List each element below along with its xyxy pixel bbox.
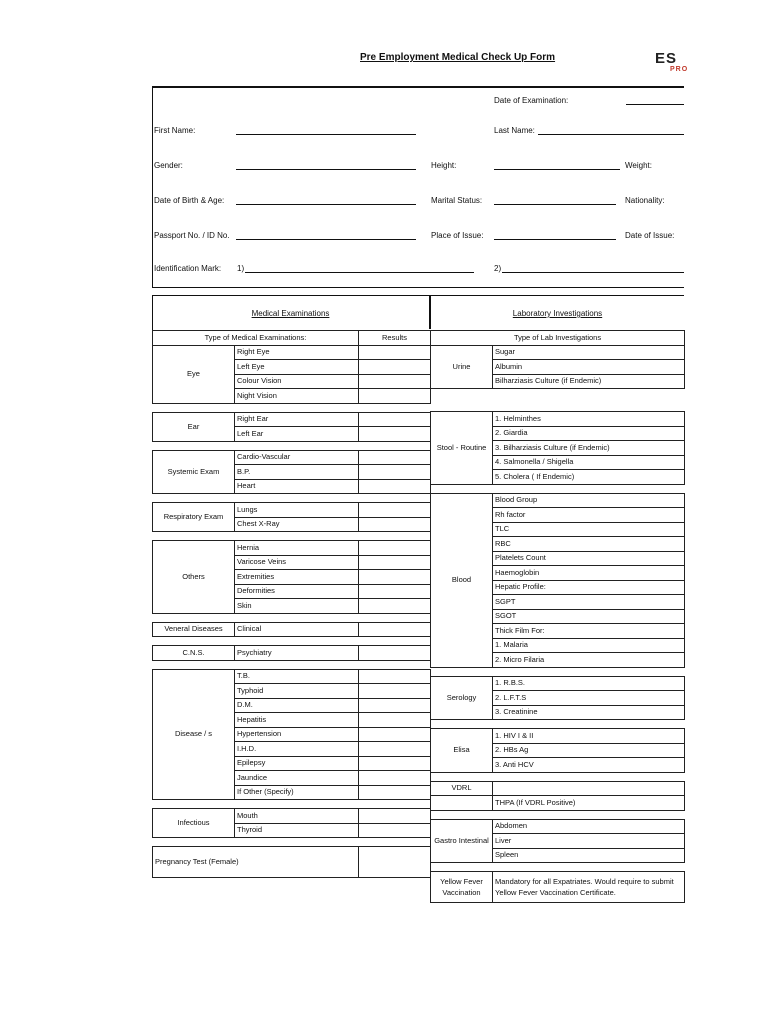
yellow-fever-note: Mandatory for all Expatriates. Would require to submit Yellow Fever Vaccination Certificate.	[493, 872, 685, 903]
table-spacer	[431, 772, 685, 781]
exam-item: D.M.	[235, 698, 359, 713]
lab-item: 2. HBs Ag	[493, 743, 685, 758]
table-spacer	[153, 613, 431, 622]
table-spacer	[431, 667, 685, 676]
table-spacer	[153, 800, 431, 809]
exam-item: Cardio-Vascular	[235, 450, 359, 465]
first-name-field[interactable]	[236, 134, 416, 135]
lab-item: 3. Anti HCV	[493, 758, 685, 773]
spacer-cell	[153, 660, 431, 669]
personal-divider	[152, 287, 684, 288]
table-spacer	[431, 720, 685, 729]
exam-item: If Other (Specify)	[235, 785, 359, 800]
table-row	[153, 450, 431, 465]
lab-item: 1. HIV I & II	[493, 729, 685, 744]
exam-item: Varicose Veins	[235, 555, 359, 570]
identification-mark-2-field[interactable]	[502, 272, 684, 273]
medical-exam-table	[152, 330, 431, 878]
yellow-fever-label: Yellow Fever Vaccination	[431, 872, 493, 903]
table-spacer	[431, 863, 685, 872]
lab-item: SGOT	[493, 609, 685, 624]
lab-item: 1. R.B.S.	[493, 676, 685, 691]
lab-item: Haemoglobin	[493, 566, 685, 581]
date-of-exam-field[interactable]	[626, 104, 684, 105]
spacer-cell	[153, 403, 431, 412]
venereal-group-label: Veneral Diseases	[153, 622, 235, 637]
nationality-label: Nationality:	[625, 196, 665, 205]
lab-item: SGPT	[493, 595, 685, 610]
table-row	[431, 412, 685, 427]
lab-item: 3. Bilharziasis Culture (if Endemic)	[493, 441, 685, 456]
table-row	[431, 796, 685, 811]
lab-item-blank	[431, 796, 493, 811]
table-spacer	[153, 494, 431, 503]
exam-item: Epilepsy	[235, 756, 359, 771]
table-spacer	[431, 389, 685, 412]
first-name-label: First Name:	[154, 126, 196, 135]
table-spacer	[431, 484, 685, 493]
gender-field[interactable]	[236, 169, 416, 170]
exam-item: Deformities	[235, 584, 359, 599]
systemic-group-label: Systemic Exam	[153, 450, 235, 494]
last-name-field[interactable]	[538, 134, 684, 135]
spacer-cell	[153, 838, 431, 847]
exam-item: Skin	[235, 599, 359, 614]
table-row	[153, 646, 431, 661]
result-cell[interactable]	[359, 412, 431, 427]
result-cell[interactable]	[359, 427, 431, 442]
lab-item: Spleen	[493, 848, 685, 863]
passport-field[interactable]	[236, 239, 416, 240]
result-cell[interactable]	[359, 727, 431, 742]
exam-item: Thyroid	[235, 823, 359, 838]
table-row	[431, 872, 685, 903]
marital-status-label: Marital Status:	[431, 196, 483, 205]
exam-item: Mouth	[235, 809, 359, 824]
lab-item: Liver	[493, 834, 685, 849]
date-of-exam-label: Date of Examination:	[494, 96, 569, 105]
result-cell[interactable]	[359, 713, 431, 728]
lab-item[interactable]	[493, 781, 685, 796]
exam-item: Right Eye	[235, 345, 359, 360]
table-row	[153, 345, 431, 360]
exam-item: Hernia	[235, 541, 359, 556]
height-label: Height:	[431, 161, 457, 170]
lab-item: THPA (If VDRL Positive)	[493, 796, 685, 811]
table-row	[431, 819, 685, 834]
exam-item: Hypertension	[235, 727, 359, 742]
lab-item: TLC	[493, 522, 685, 537]
exam-top-border	[152, 295, 684, 296]
result-cell[interactable]	[359, 785, 431, 800]
lab-item: Platelets Count	[493, 551, 685, 566]
exam-item: Left Ear	[235, 427, 359, 442]
result-cell[interactable]	[359, 570, 431, 585]
exam-item: Colour Vision	[235, 374, 359, 389]
spacer-cell	[431, 720, 685, 729]
table-spacer	[153, 532, 431, 541]
stool-group-label: Stool - Routine	[431, 412, 493, 485]
identification-mark-1-label: 1)	[237, 264, 245, 273]
result-cell[interactable]	[359, 809, 431, 824]
exam-item: Jaundice	[235, 771, 359, 786]
blood-group-label: Blood	[431, 493, 493, 667]
result-cell[interactable]	[359, 465, 431, 480]
ear-group-label: Ear	[153, 412, 235, 441]
table-spacer	[431, 810, 685, 819]
result-cell[interactable]	[359, 503, 431, 518]
company-logo: ES	[655, 50, 678, 67]
table-spacer	[153, 403, 431, 412]
table-row	[153, 412, 431, 427]
identification-mark-1-field[interactable]	[245, 272, 474, 273]
lab-item: 5. Cholera ( If Endemic)	[493, 470, 685, 485]
height-field[interactable]	[494, 169, 620, 170]
lab-item: 4. Salmonella / Shigella	[493, 455, 685, 470]
exam-item: Left Eye	[235, 360, 359, 375]
weight-label: Weight:	[625, 161, 652, 170]
spacer-cell	[431, 772, 685, 781]
spacer-cell	[153, 800, 431, 809]
lab-item: Bilharziasis Culture (if Endemic)	[493, 374, 685, 389]
result-cell[interactable]	[359, 360, 431, 375]
table-row	[153, 622, 431, 637]
result-cell[interactable]	[359, 771, 431, 786]
lab-item: Thick Film For:	[493, 624, 685, 639]
spacer-cell	[153, 494, 431, 503]
spacer-cell	[431, 389, 685, 412]
medical-section-title: Medical Examinations	[251, 309, 330, 318]
exam-item: B.P.	[235, 465, 359, 480]
place-of-issue-label: Place of Issue:	[431, 231, 484, 240]
table-spacer	[153, 441, 431, 450]
result-cell[interactable]	[359, 684, 431, 699]
result-cell[interactable]	[359, 698, 431, 713]
table-row	[153, 331, 431, 346]
spacer-cell	[431, 484, 685, 493]
identification-mark-2-label: 2)	[494, 264, 502, 273]
table-row	[431, 493, 685, 508]
date-of-issue-label: Date of Issue:	[625, 231, 675, 240]
personal-top-border	[152, 86, 684, 88]
vdrl-group-label: VDRL	[431, 781, 493, 796]
result-cell[interactable]	[359, 584, 431, 599]
result-cell[interactable]	[359, 479, 431, 494]
result-cell[interactable]	[359, 555, 431, 570]
exam-item: Extremities	[235, 570, 359, 585]
exam-item: Lungs	[235, 503, 359, 518]
result-cell[interactable]	[359, 847, 431, 878]
place-of-issue-field[interactable]	[494, 239, 616, 240]
result-cell[interactable]	[359, 756, 431, 771]
result-cell[interactable]	[359, 823, 431, 838]
lab-item: 1. Helminthes	[493, 412, 685, 427]
spacer-cell	[431, 863, 685, 872]
lab-item: Albumin	[493, 360, 685, 375]
exam-item: Night Vision	[235, 389, 359, 404]
result-cell[interactable]	[359, 599, 431, 614]
disease-group-label: Disease / s	[153, 669, 235, 800]
lab-section-title: Laboratory Investigations	[512, 309, 603, 318]
spacer-cell	[431, 810, 685, 819]
identification-mark-label: Identification Mark:	[154, 264, 222, 273]
gender-label: Gender:	[154, 161, 183, 170]
table-row	[431, 676, 685, 691]
table-row	[431, 781, 685, 796]
table-row	[153, 541, 431, 556]
marital-status-field[interactable]	[494, 204, 616, 205]
result-cell[interactable]	[359, 622, 431, 637]
pregnancy-test-label: Pregnancy Test (Female)	[153, 847, 359, 878]
lab-item: Sugar	[493, 345, 685, 360]
others-group-label: Others	[153, 541, 235, 614]
spacer-cell	[153, 613, 431, 622]
eye-group-label: Eye	[153, 345, 235, 403]
table-row	[431, 729, 685, 744]
personal-left-border	[152, 86, 153, 288]
page-title: Pre Employment Medical Check Up Form	[360, 52, 556, 63]
lab-item: Blood Group	[493, 493, 685, 508]
lab-item: RBC	[493, 537, 685, 552]
lab-item: 1. Malaria	[493, 638, 685, 653]
result-cell[interactable]	[359, 742, 431, 757]
table-spacer	[153, 660, 431, 669]
lab-item: 3. Creatinine	[493, 705, 685, 720]
dob-field[interactable]	[236, 204, 416, 205]
exam-item: Clinical	[235, 622, 359, 637]
gastro-group-label: Gastro Intestinal	[431, 819, 493, 863]
table-row	[153, 503, 431, 518]
result-cell[interactable]	[359, 374, 431, 389]
serology-group-label: Serology	[431, 676, 493, 720]
dob-label: Date of Birth & Age:	[154, 196, 225, 205]
passport-label: Passport No. / ID No.	[154, 231, 230, 240]
spacer-cell	[153, 637, 431, 646]
spacer-cell	[431, 667, 685, 676]
elisa-group-label: Elisa	[431, 729, 493, 773]
table-spacer	[153, 637, 431, 646]
lab-investigation-table	[430, 330, 685, 903]
table-spacer	[153, 838, 431, 847]
spacer-cell	[153, 532, 431, 541]
result-cell[interactable]	[359, 517, 431, 532]
medical-type-header: Type of Medical Examinations:	[153, 331, 359, 346]
exam-item: Psychiatry	[235, 646, 359, 661]
company-logo-sub: PRO	[670, 66, 689, 73]
result-cell[interactable]	[359, 450, 431, 465]
table-row	[431, 331, 685, 346]
last-name-label: Last Name:	[494, 126, 535, 135]
table-row	[153, 669, 431, 684]
cns-group-label: C.N.S.	[153, 646, 235, 661]
result-cell[interactable]	[359, 646, 431, 661]
result-cell[interactable]	[359, 389, 431, 404]
table-row	[153, 809, 431, 824]
lab-item: Abdomen	[493, 819, 685, 834]
spacer-cell	[153, 441, 431, 450]
result-cell[interactable]	[359, 541, 431, 556]
table-row	[431, 345, 685, 360]
result-cell[interactable]	[359, 669, 431, 684]
lab-item: Rh factor	[493, 508, 685, 523]
urine-group-label: Urine	[431, 345, 493, 389]
exam-item: Typhoid	[235, 684, 359, 699]
exam-item: Chest X-Ray	[235, 517, 359, 532]
exam-item: Heart	[235, 479, 359, 494]
respiratory-group-label: Respiratory Exam	[153, 503, 235, 532]
table-row	[153, 847, 431, 878]
lab-item: 2. L.F.T.S	[493, 691, 685, 706]
lab-item: Hepatic Profile:	[493, 580, 685, 595]
lab-item: 2. Micro Filaria	[493, 653, 685, 668]
result-cell[interactable]	[359, 345, 431, 360]
lab-type-header: Type of Lab Investigations	[431, 331, 685, 346]
exam-item: Hepatitis	[235, 713, 359, 728]
exam-item: Right Ear	[235, 412, 359, 427]
medical-results-header: Results	[359, 331, 431, 346]
exam-item: I.H.D.	[235, 742, 359, 757]
exam-item: T.B.	[235, 669, 359, 684]
infectious-group-label: Infectious	[153, 809, 235, 838]
lab-item: 2. Giardia	[493, 426, 685, 441]
